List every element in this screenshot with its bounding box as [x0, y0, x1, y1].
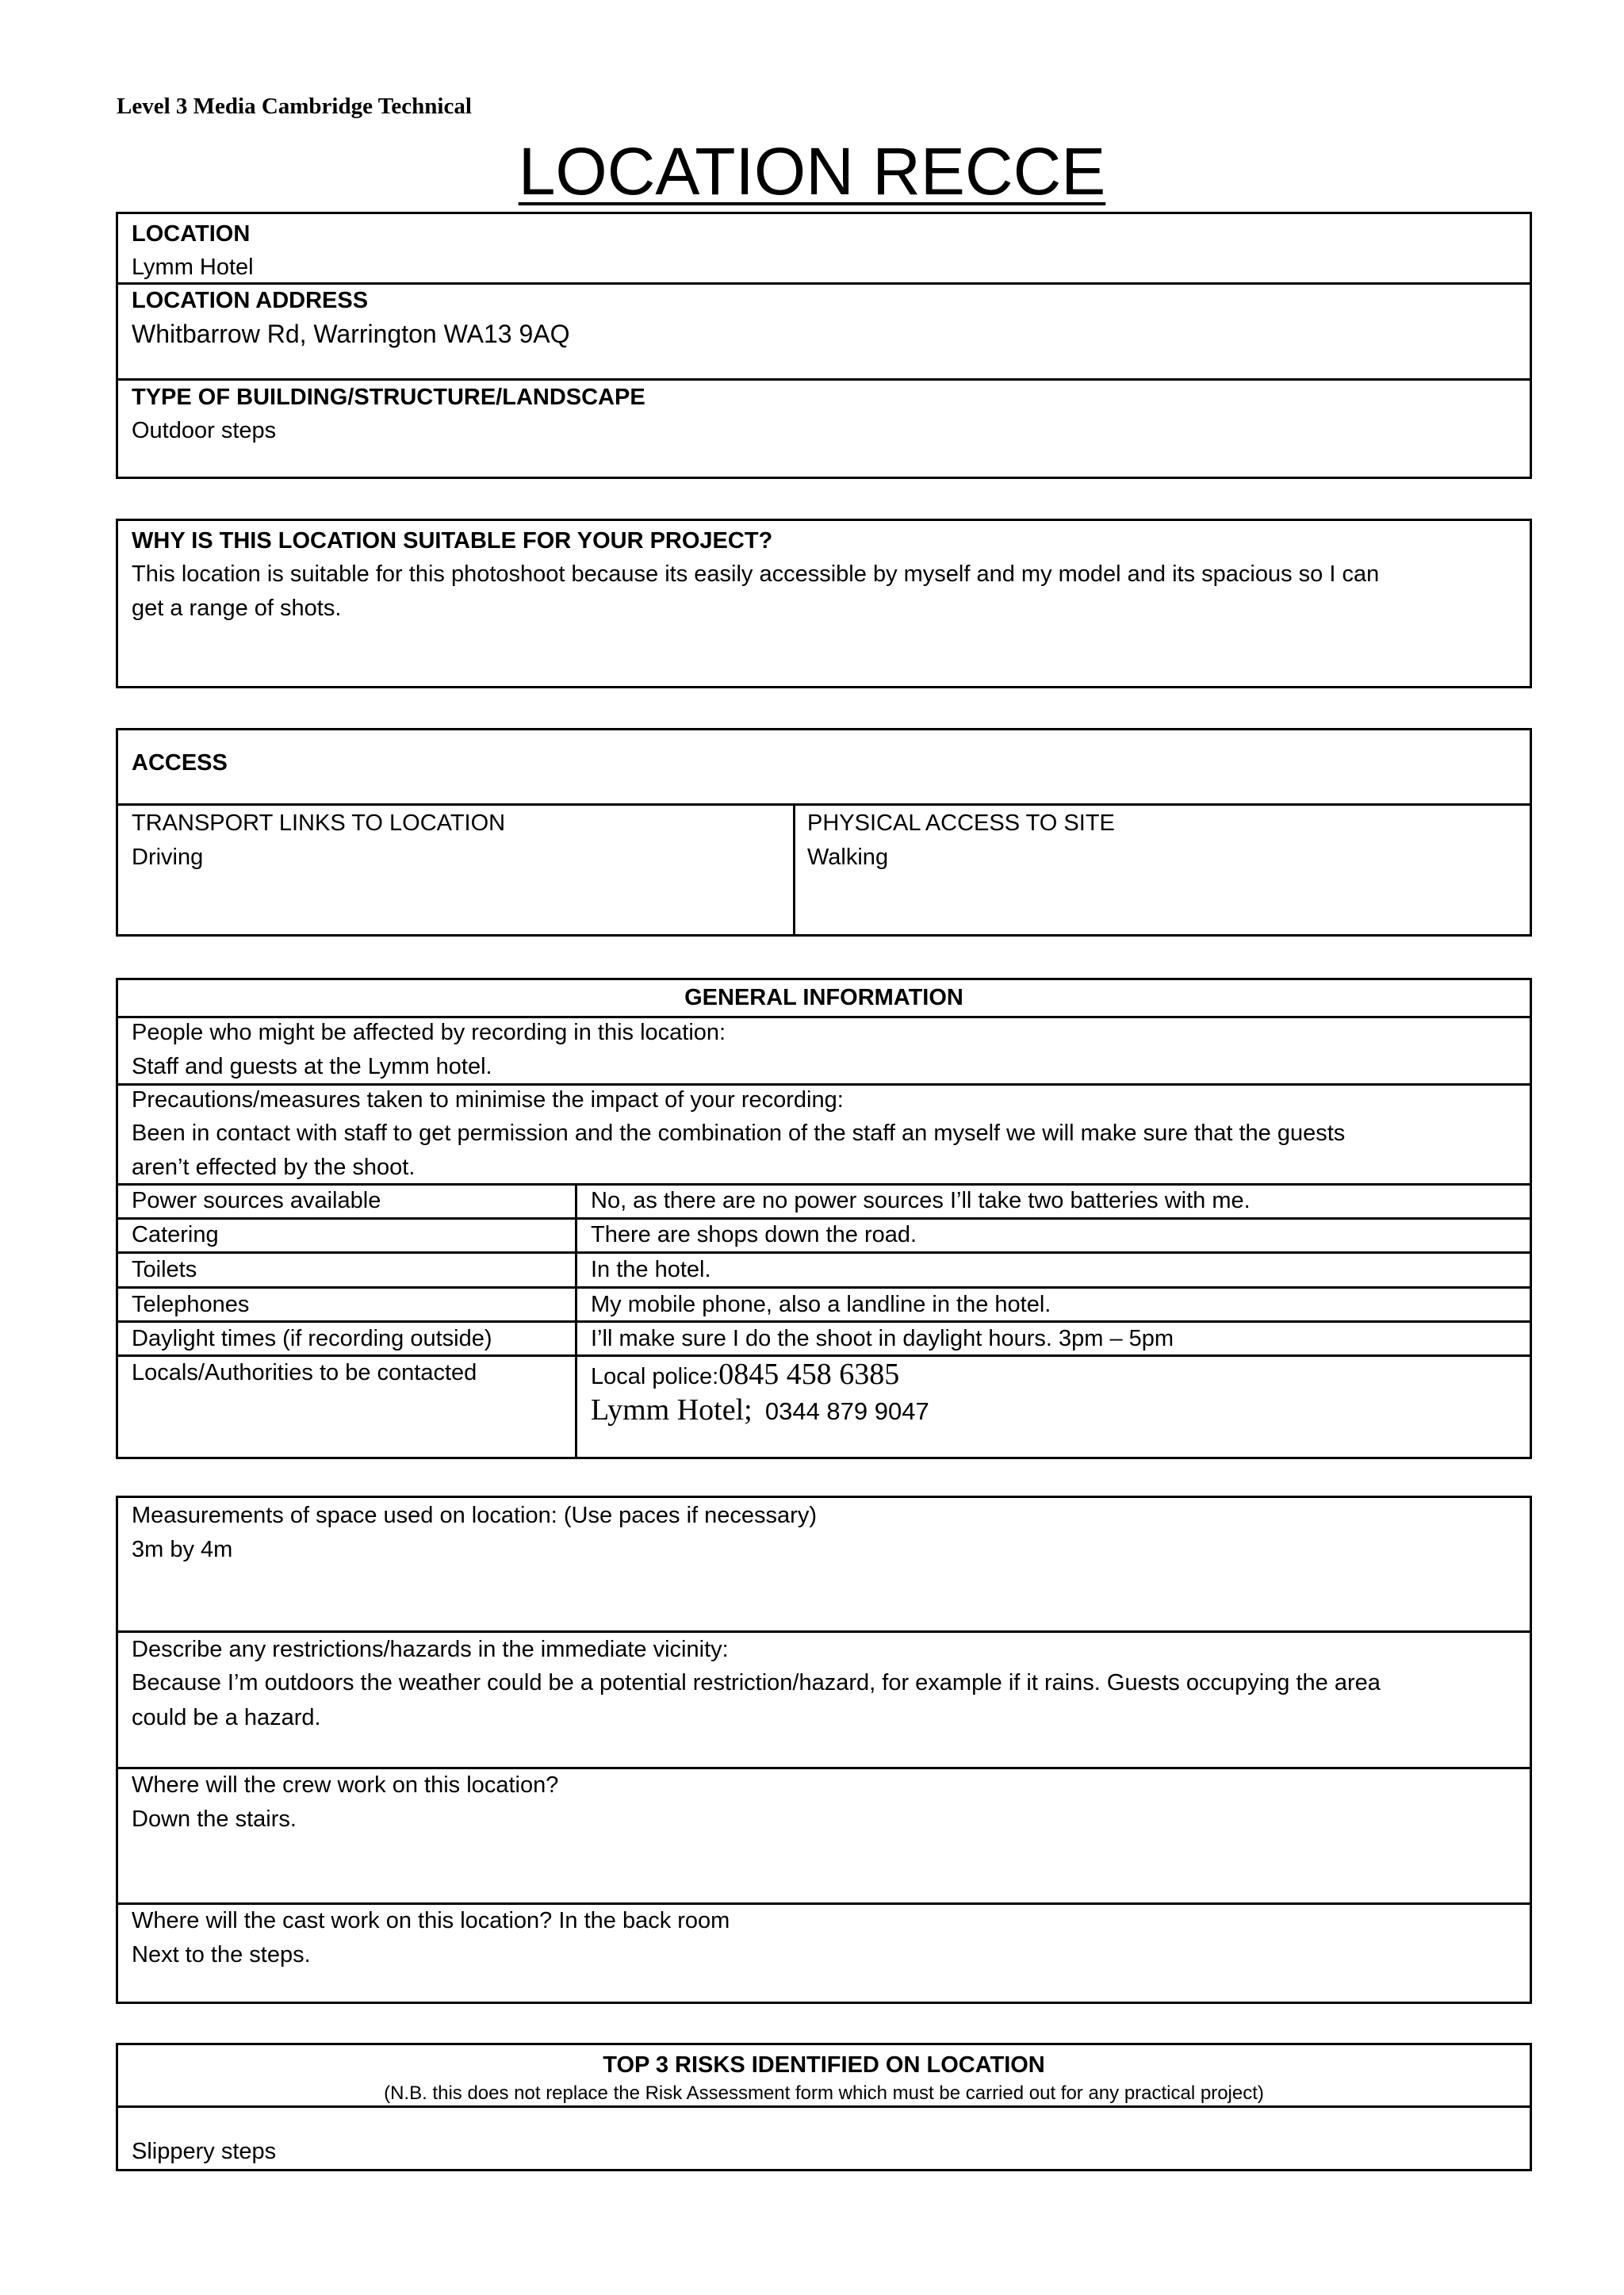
page-title: [0, 133, 1624, 210]
precautions-label: Precautions/measures taken to minimise the impact of your recording:: [132, 1087, 844, 1113]
daylight-value: I’ll make sure I do the shoot in daylight hours. 3pm – 5pm: [591, 1326, 1174, 1351]
address-label: LOCATION ADDRESS: [132, 288, 369, 313]
power-label: Power sources available: [132, 1188, 381, 1213]
toilets-value: In the hotel.: [591, 1257, 711, 1282]
physical-access-label: PHYSICAL ACCESS TO SITE: [807, 810, 1115, 836]
hotel-label: Lymm Hotel;: [591, 1393, 753, 1427]
measurements-value: 3m by 4m: [132, 1537, 233, 1562]
police-label: Local police:: [591, 1364, 719, 1389]
police-number: 0845 458 6385: [718, 1358, 900, 1391]
telephones-value: My mobile phone, also a landline in the hotel.: [591, 1292, 1051, 1317]
access-box: [116, 728, 1532, 937]
location-box: [116, 212, 1532, 479]
transport-value: Driving: [132, 845, 204, 870]
crew-value: Down the stairs.: [132, 1806, 297, 1832]
precautions-line-2: aren’t effected by the shoot.: [132, 1155, 416, 1180]
suitability-line-1: This location is suitable for this photoshoot because its easily accessible by myself and my model and its spacious so I can: [132, 561, 1380, 587]
cast-label: Where will the cast work on this location? In the back room: [132, 1908, 730, 1933]
risks-heading: TOP 3 RISKS IDENTIFIED ON LOCATION: [603, 2052, 1045, 2078]
toilets-label: Toilets: [132, 1257, 197, 1282]
risk-1: Slippery steps: [132, 2139, 277, 2164]
catering-value: There are shops down the road.: [591, 1222, 917, 1247]
suitability-label: WHY IS THIS LOCATION SUITABLE FOR YOUR PROJECT?: [132, 528, 773, 554]
risks-box: [116, 2043, 1532, 2171]
general-info-heading: GENERAL INFORMATION: [684, 985, 963, 1010]
telephones-label: Telephones: [132, 1292, 250, 1317]
general-info-box: [116, 978, 1532, 1459]
precautions-line-1: Been in contact with staff to get permission and the combination of the staff an myself we will make sure that the guests: [132, 1121, 1346, 1146]
restrictions-line-2: could be a hazard.: [132, 1705, 321, 1730]
power-value: No, as there are no power sources I’ll take two batteries with me.: [591, 1188, 1251, 1213]
location-value: Lymm Hotel: [132, 255, 254, 280]
people-affected-label: People who might be affected by recording in this location:: [132, 1020, 726, 1045]
people-affected-value: Staff and guests at the Lymm hotel.: [132, 1054, 492, 1079]
suitability-box: [116, 519, 1532, 688]
building-type-value: Outdoor steps: [132, 418, 277, 443]
hotel-number: 0344 879 9047: [764, 1397, 929, 1425]
hotel-contact: [591, 1393, 929, 1429]
suitability-line-2: get a range of shots.: [132, 596, 342, 621]
page-title-text: LOCATION RECCE: [518, 134, 1106, 209]
address-value: Whitbarrow Rd, Warrington WA13 9AQ: [132, 320, 570, 348]
measurements-label: Measurements of space used on location: (Use paces if necessary): [132, 1503, 817, 1528]
access-label: ACCESS: [132, 750, 228, 776]
cast-value: Next to the steps.: [132, 1942, 311, 1967]
crew-label: Where will the crew work on this location?: [132, 1772, 559, 1798]
building-type-label: TYPE OF BUILDING/STRUCTURE/LANDSCAPE: [132, 385, 645, 410]
contacts-label: Locals/Authorities to be contacted: [132, 1360, 477, 1385]
restrictions-label: Describe any restrictions/hazards in the immediate vicinity:: [132, 1637, 729, 1662]
catering-label: Catering: [132, 1222, 219, 1247]
risks-note: (N.B. this does not replace the Risk Assessment form which must be carried out for any practical project): [384, 2082, 1264, 2104]
physical-access-value: Walking: [807, 845, 889, 870]
transport-label: TRANSPORT LINKS TO LOCATION: [132, 810, 506, 836]
location-details-box: [116, 1496, 1532, 2004]
police-contact: [591, 1358, 899, 1393]
daylight-label: Daylight times (if recording outside): [132, 1326, 492, 1351]
course-header: Level 3 Media Cambridge Technical: [117, 94, 472, 119]
restrictions-line-1: Because I’m outdoors the weather could be a potential restriction/hazard, for example if it rains. Guests occupying the area: [132, 1670, 1381, 1695]
location-label: LOCATION: [132, 221, 251, 247]
